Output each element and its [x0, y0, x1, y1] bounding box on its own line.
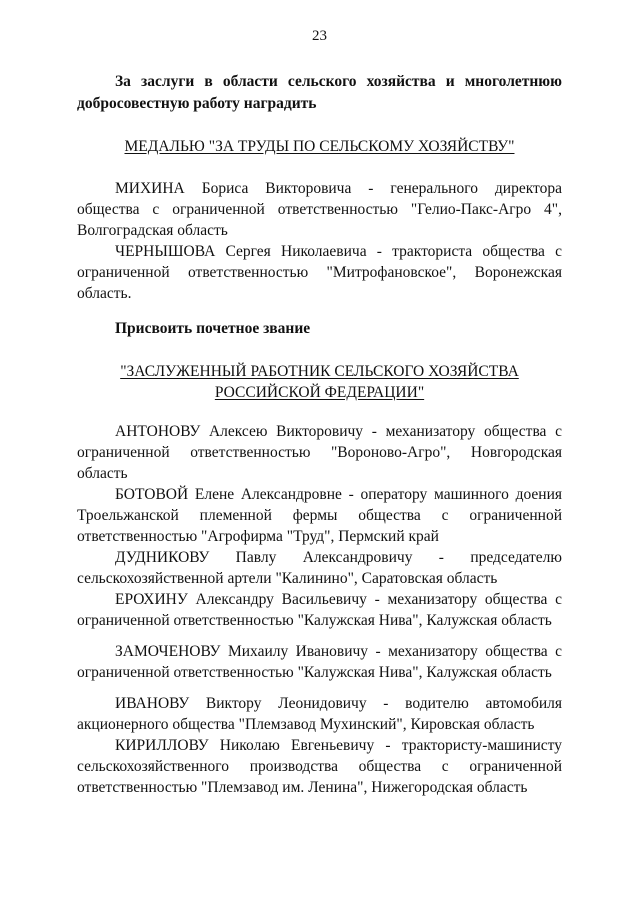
title-heading-line: РОССИЙСКОЙ ФЕДЕРАЦИИ" [214, 384, 425, 401]
title-heading [77, 361, 562, 403]
award-intro: За заслуги в области сельского хозяйства и многолетнюю добросовестную работу наградить [77, 73, 562, 112]
title-entry: БОТОВОЙ Елене Александровне - оператору машинного доения Троельжанской племенной фермы общества с ограниченной ответственностью "Агрофирма "Труд", Пермский край [77, 486, 562, 545]
title-entries [77, 421, 562, 798]
medal-heading: МЕДАЛЬЮ "ЗА ТРУДЫ ПО СЕЛЬСКОМУ ХОЗЯЙСТВУ" [124, 138, 515, 155]
medal-entries [77, 178, 562, 304]
page-number: 23 [312, 28, 327, 44]
title-entry: АНТОНОВУ Алексею Викторовичу - механизатору общества с ограниченной ответственностью "Вороново-Агро", Новгородская область [77, 423, 562, 482]
title-entry: ДУДНИКОВУ Павлу Александровичу - председателю сельскохозяйственной артели "Калинино", Саратовская область [77, 549, 562, 587]
title-entry: ЕРОХИНУ Александру Васильевичу - механизатору общества с ограниченной ответственностью "Калужская Нива", Калужская область [77, 591, 562, 629]
title-heading-line: "ЗАСЛУЖЕННЫЙ РАБОТНИК СЕЛЬСКОГО ХОЗЯЙСТВА [120, 363, 519, 380]
title-intro: Присвоить почетное звание [115, 320, 311, 337]
title-entry: ЗАМОЧЕНОВУ Михаилу Ивановичу - механизатору общества с ограниченной ответственностью "Калужская Нива", Калужская область [77, 643, 562, 681]
title-entry: ИВАНОВУ Виктору Леонидовичу - водителю автомобиля акционерного общества "Племзавод Мухинский", Кировская область [77, 695, 562, 733]
medal-entry: ЧЕРНЫШОВА Сергея Николаевича - тракториста общества с ограниченной ответственностью "Митрофановское", Воронежская область. [77, 243, 562, 302]
title-entry: КИРИЛЛОВУ Николаю Евгеньевичу - трактористу-машинисту сельскохозяйственного производства общества с ограниченной ответственностью "Племзавод им. Ленина", Нижегородская область [77, 737, 562, 796]
medal-entry: МИХИНА Бориса Викторовича - генерального директора общества с ограниченной ответственностью "Гелио-Пакс-Агро 4", Волгоградская область [77, 180, 562, 239]
